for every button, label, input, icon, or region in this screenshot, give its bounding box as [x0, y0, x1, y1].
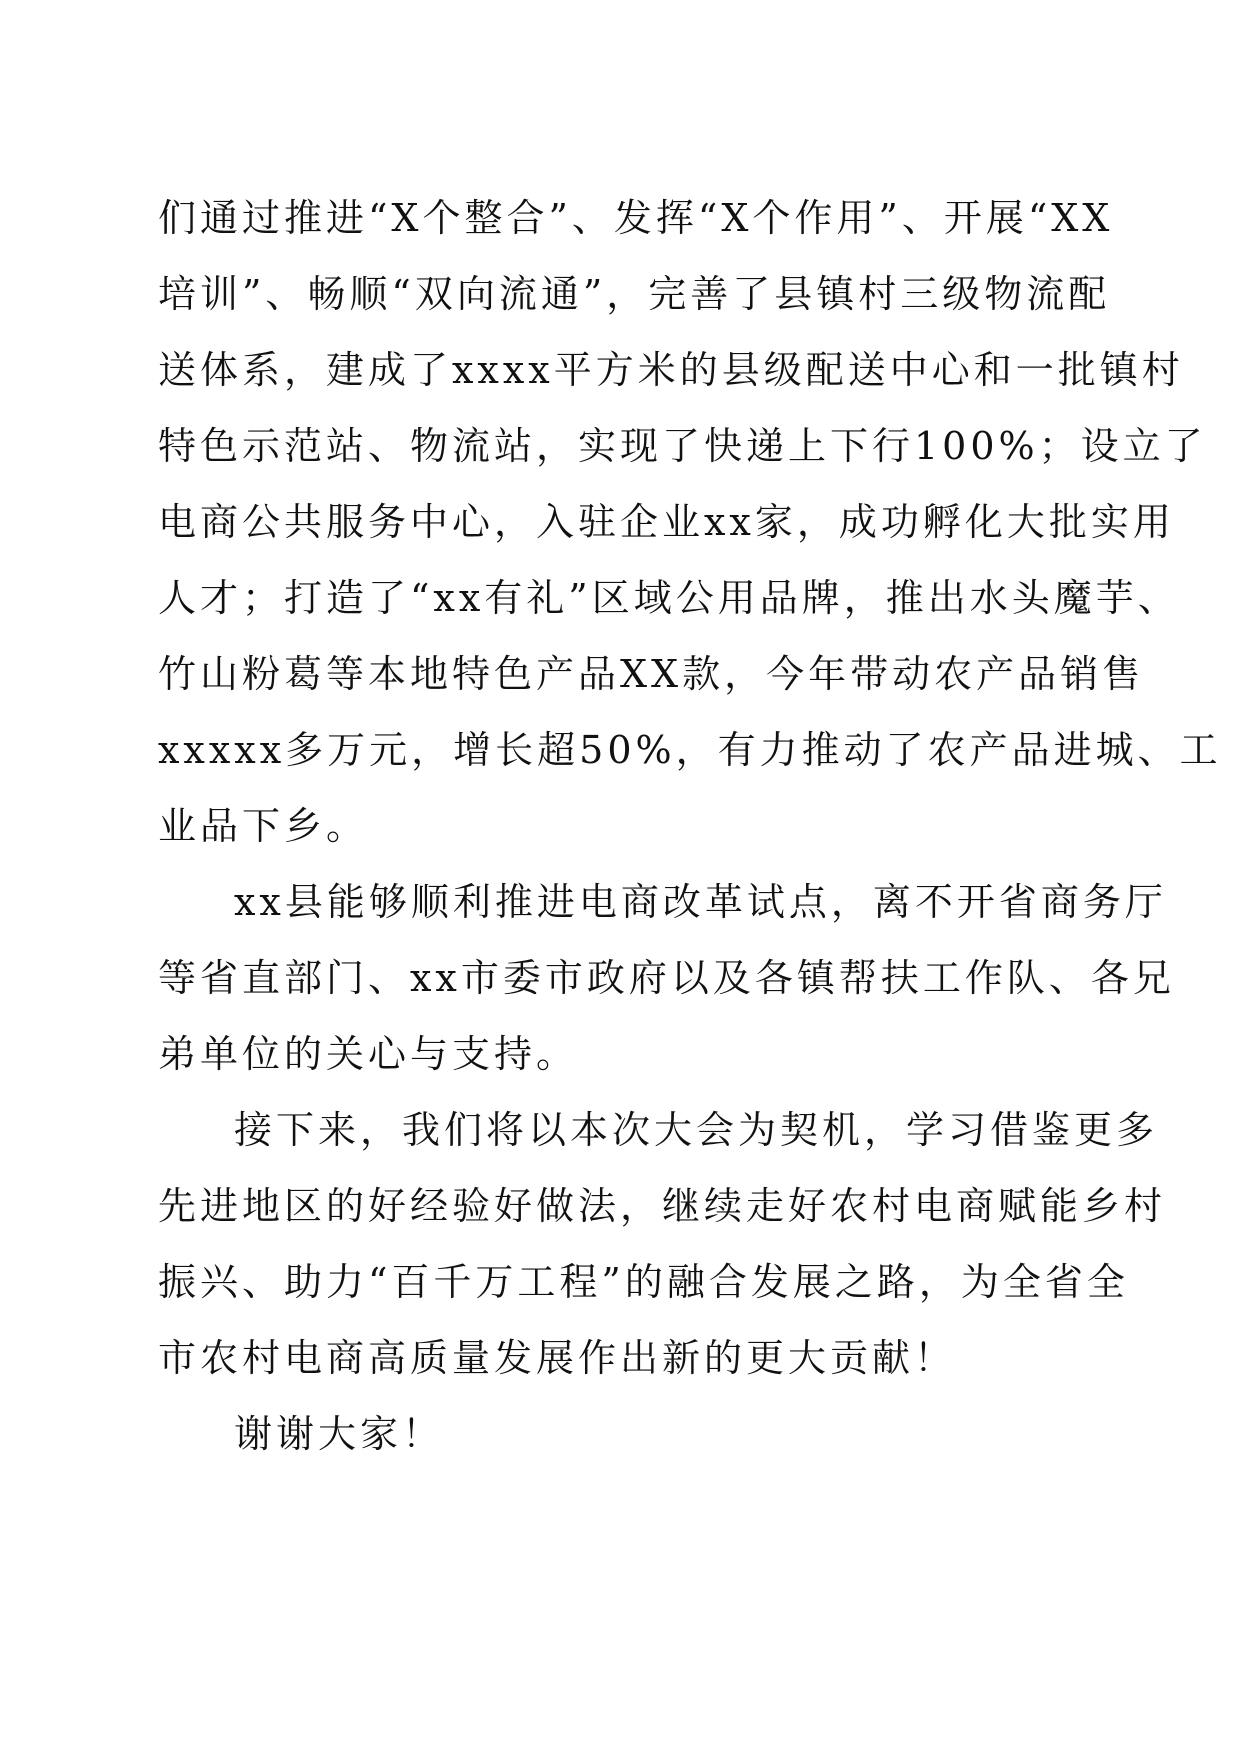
paragraph-3-line-1: 接下来，我们将以本次大会为契机，学习借鉴更多 — [234, 1108, 1159, 1152]
paragraph-1-line-8: xxxxx多万元，增长超50%，有力推动了农产品进城、工 — [158, 728, 1222, 772]
paragraph-1-line-9: 业品下乡。 — [158, 804, 369, 848]
paragraph-2-line-3: 弟单位的关心与支持。 — [158, 1032, 579, 1076]
paragraph-1-line-5: 电商公共服务中心，入驻企业xx家，成功孵化大批实用 — [158, 500, 1175, 544]
closing-line: 谢谢大家！ — [234, 1412, 445, 1456]
paragraph-3-line-3: 振兴、助力“百千万工程”的融合发展之路，为全省全 — [158, 1260, 1129, 1304]
document-body — [158, 180, 1222, 1472]
paragraph-1-line-1: 们通过推进“X个整合”、发挥“X个作用”、开展“XX — [158, 196, 1114, 240]
paragraph-1-line-3: 送体系，建成了xxxx平方米的县级配送中心和一批镇村 — [158, 348, 1184, 392]
paragraph-2-line-1: xx县能够顺利推进电商改革试点，离不开省商务厅 — [234, 880, 1167, 924]
paragraph-1-line-4: 特色示范站、物流站，实现了快递上下行100%；设立了 — [158, 424, 1207, 468]
paragraph-1-line-7: 竹山粉葛等本地特色产品XX款，今年带动农产品销售 — [158, 652, 1145, 696]
paragraph-3-line-2: 先进地区的好经验好做法，继续走好农村电商赋能乡村 — [158, 1184, 1167, 1228]
paragraph-2-line-2: 等省直部门、xx市委市政府以及各镇帮扶工作队、各兄 — [158, 956, 1175, 1000]
paragraph-1-line-2: 培训”、畅顺“双向流通”，完善了县镇村三级物流配 — [158, 272, 1111, 316]
paragraph-1-line-6: 人才；打造了“xx有礼”区域公用品牌，推出水头魔芋、 — [158, 576, 1180, 620]
paragraph-3-line-4: 市农村电商高质量发展作出新的更大贡献！ — [158, 1336, 957, 1380]
